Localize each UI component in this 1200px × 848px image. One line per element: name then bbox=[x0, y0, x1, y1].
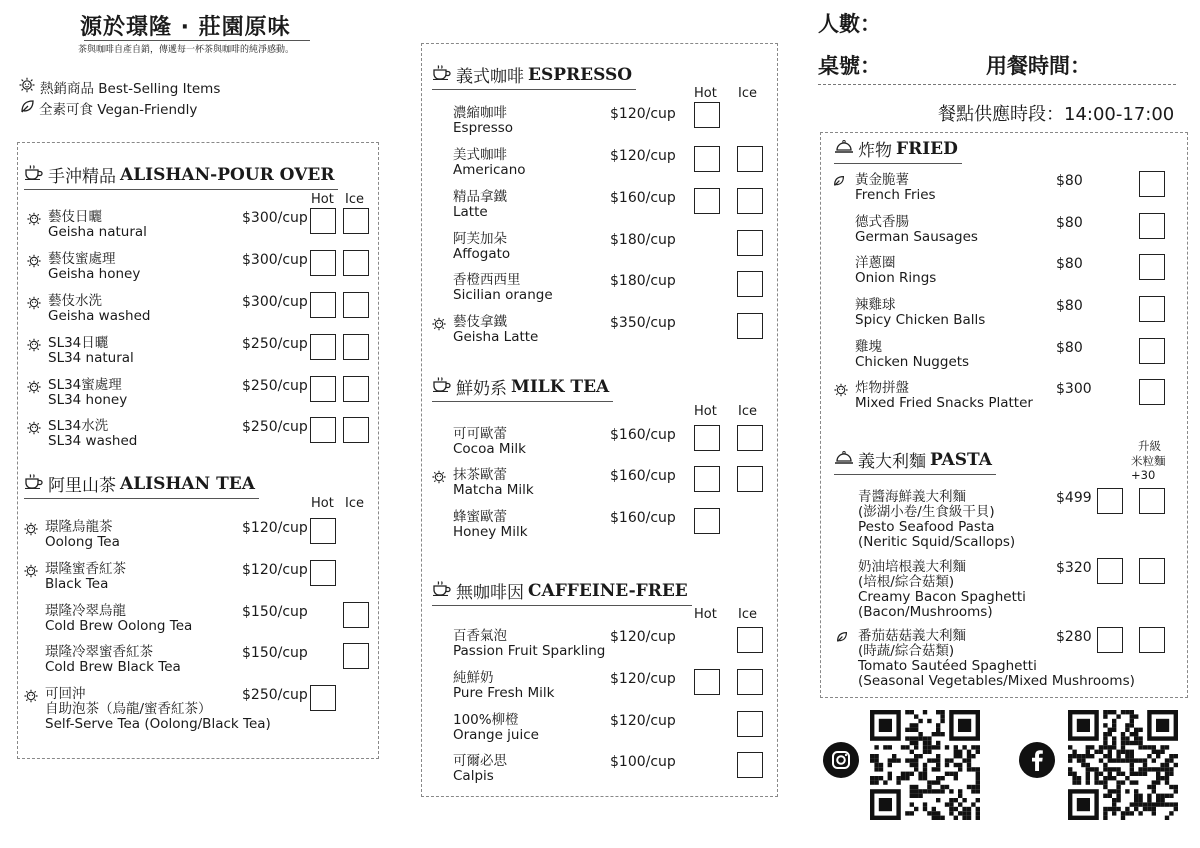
column-header-ice: Ice bbox=[738, 86, 757, 101]
menu-item-pasta bbox=[858, 629, 1135, 689]
hot-checkbox[interactable] bbox=[310, 518, 336, 544]
menu-item-text: 可回沖 bbox=[45, 686, 86, 702]
menu-item-text: (培根/綜合菇類) bbox=[858, 574, 955, 590]
ice-checkbox[interactable] bbox=[737, 230, 763, 256]
facebook-icon[interactable] bbox=[1019, 742, 1055, 778]
menu-item-price: $160/cup bbox=[610, 510, 676, 526]
menu-item-price: $120/cup bbox=[242, 562, 308, 578]
menu-item-text: Oolong Tea bbox=[45, 534, 120, 550]
sun-face-icon bbox=[18, 77, 36, 97]
sun-face-icon bbox=[833, 383, 849, 400]
ice-checkbox[interactable] bbox=[1139, 558, 1165, 584]
menu-item-price: $160/cup bbox=[610, 468, 676, 484]
ice-checkbox[interactable] bbox=[1139, 296, 1165, 322]
menu-item-text: Black Tea bbox=[45, 576, 109, 592]
menu-item-text: Tomato Sautéed Spaghetti bbox=[858, 658, 1037, 674]
sun-face-icon bbox=[26, 212, 42, 229]
ice-checkbox[interactable] bbox=[1139, 213, 1165, 239]
menu-item-text: Espresso bbox=[453, 120, 514, 136]
hot-checkbox[interactable] bbox=[1097, 627, 1123, 653]
section-title-en: FRIED bbox=[896, 138, 958, 159]
sun-face-icon bbox=[23, 689, 39, 706]
column-header-ice: Ice bbox=[738, 404, 757, 419]
menu-item-price: $160/cup bbox=[610, 427, 676, 443]
column-header-hot: Hot bbox=[311, 496, 334, 511]
column-header-hot: Hot bbox=[694, 607, 717, 622]
ice-checkbox[interactable] bbox=[737, 466, 763, 492]
hot-checkbox[interactable] bbox=[694, 102, 720, 128]
dining-time-label: 用餐時間： bbox=[986, 54, 1091, 78]
menu-item-tea bbox=[45, 687, 271, 732]
menu-item-price: $300 bbox=[1056, 381, 1092, 397]
menu-item-fried bbox=[855, 381, 1033, 411]
menu-item-text: Pure Fresh Milk bbox=[453, 685, 555, 701]
menu-item-pasta bbox=[858, 560, 1026, 620]
menu-item-text: Geisha honey bbox=[48, 266, 141, 282]
menu-item-fried bbox=[855, 215, 978, 245]
sun-face-icon bbox=[26, 421, 42, 438]
section-title-zh: 無咖啡因 bbox=[456, 583, 524, 603]
ice-checkbox[interactable] bbox=[1139, 171, 1165, 197]
divider bbox=[84, 40, 310, 41]
legend-vegan-label: 全素可食 Vegan-Friendly bbox=[39, 102, 198, 118]
menu-item-milktea bbox=[453, 427, 526, 457]
menu-item-espresso bbox=[453, 106, 513, 136]
menu-item-price: $300/cup bbox=[242, 294, 308, 310]
section-title-en: MILK TEA bbox=[511, 376, 610, 397]
column-header-ice: Ice bbox=[738, 607, 757, 622]
ice-checkbox[interactable] bbox=[1139, 627, 1165, 653]
qr-code-facebook[interactable] bbox=[1068, 710, 1178, 820]
ice-checkbox[interactable] bbox=[737, 711, 763, 737]
ice-checkbox[interactable] bbox=[737, 313, 763, 339]
menu-item-pourover bbox=[48, 419, 137, 449]
menu-item-text: Affogato bbox=[453, 246, 511, 262]
ice-checkbox[interactable] bbox=[737, 627, 763, 653]
menu-item-text: Creamy Bacon Spaghetti bbox=[858, 589, 1026, 605]
column-header-hot: Hot bbox=[694, 86, 717, 101]
menu-item-text: 洋蔥圈 bbox=[855, 255, 896, 271]
menu-item-text: 番茄菇菇義大利麵 bbox=[858, 628, 966, 644]
section-title-en: ALISHAN-POUR OVER bbox=[120, 164, 335, 185]
upgrade-rice-noodle-label: 升級 bbox=[1138, 439, 1161, 453]
menu-item-tea bbox=[45, 562, 126, 592]
column-header-hot: Hot bbox=[311, 192, 334, 207]
menu-item-price: $250/cup bbox=[242, 378, 308, 394]
hot-checkbox[interactable] bbox=[310, 560, 336, 586]
leaf-icon bbox=[20, 99, 35, 118]
menu-item-text: 美式咖啡 bbox=[453, 147, 507, 163]
menu-item-price: $120/cup bbox=[610, 629, 676, 645]
menu-item-price: $120/cup bbox=[610, 713, 676, 729]
menu-item-text: Sicilian orange bbox=[453, 287, 553, 303]
menu-item-pourover bbox=[48, 252, 140, 282]
menu-item-text: 德式香腸 bbox=[855, 214, 909, 230]
menu-item-text: 炸物拼盤 bbox=[855, 380, 909, 396]
menu-item-text: 璟隆冷翠蜜香紅茶 bbox=[45, 644, 153, 660]
upgrade-rice-noodle-label: 米粒麵 bbox=[1131, 454, 1166, 468]
divider bbox=[818, 84, 1176, 85]
column-header-hot: Hot bbox=[694, 404, 717, 419]
menu-item-text: SL34蜜處理 bbox=[48, 377, 122, 393]
menu-item-fried bbox=[855, 298, 985, 328]
upgrade-rice-noodle-label: +30 bbox=[1131, 468, 1156, 482]
table-number-label: 桌號： bbox=[818, 54, 881, 78]
ice-checkbox[interactable] bbox=[343, 376, 369, 402]
menu-item-fried bbox=[855, 173, 936, 203]
menu-item-pasta bbox=[858, 490, 1015, 550]
menu-item-espresso bbox=[453, 315, 538, 345]
ice-checkbox[interactable] bbox=[1139, 379, 1165, 405]
menu-item-caffeinefree bbox=[453, 754, 507, 784]
menu-item-text: Pesto Seafood Pasta bbox=[858, 519, 995, 535]
menu-item-price: $300/cup bbox=[242, 210, 308, 226]
section-title-en: CAFFEINE-FREE bbox=[528, 580, 688, 601]
menu-item-price: $120/cup bbox=[610, 671, 676, 687]
menu-item-text: 青醬海鮮義大利麵 bbox=[858, 489, 966, 505]
menu-item-text: 雞塊 bbox=[855, 339, 882, 355]
menu-item-caffeinefree bbox=[453, 671, 555, 701]
legend-best-label: 熱銷商品 Best-Selling Items bbox=[40, 81, 221, 97]
menu-item-price: $300/cup bbox=[242, 252, 308, 268]
menu-item-text: SL34日曬 bbox=[48, 335, 109, 351]
ice-checkbox[interactable] bbox=[343, 334, 369, 360]
menu-item-text: Chicken Nuggets bbox=[855, 354, 970, 370]
menu-item-text: Self-Serve Tea (Oolong/Black Tea) bbox=[45, 716, 271, 732]
hot-checkbox[interactable] bbox=[310, 208, 336, 234]
section-title-en: PASTA bbox=[930, 449, 992, 470]
menu-item-price: $180/cup bbox=[610, 273, 676, 289]
menu-item-text: Spicy Chicken Balls bbox=[855, 312, 986, 328]
sun-face-icon bbox=[431, 470, 447, 487]
menu-item-pourover bbox=[48, 294, 150, 324]
menu-item-price: $250/cup bbox=[242, 336, 308, 352]
menu-item-espresso bbox=[453, 232, 510, 262]
menu-item-text: Onion Rings bbox=[855, 270, 937, 286]
ice-checkbox[interactable] bbox=[737, 425, 763, 451]
menu-item-text: Geisha Latte bbox=[453, 329, 539, 345]
menu-item-price: $280 bbox=[1056, 629, 1092, 645]
menu-item-text: SL34 honey bbox=[48, 392, 128, 408]
sun-face-icon bbox=[26, 296, 42, 313]
menu-item-price: $250/cup bbox=[242, 687, 308, 703]
menu-item-fried bbox=[855, 340, 969, 370]
menu-item-text: 精品拿鐵 bbox=[453, 189, 507, 205]
sun-face-icon bbox=[23, 564, 39, 581]
menu-item-espresso bbox=[453, 273, 553, 303]
menu-item-text: (澎湖小卷/生食級干貝) bbox=[858, 504, 995, 520]
menu-item-text: SL34 natural bbox=[48, 350, 134, 366]
menu-item-text: (Bacon/Mushrooms) bbox=[858, 604, 993, 620]
page-title: 源於璟隆 · 莊園原味 bbox=[80, 15, 291, 40]
menu-item-text: 奶油培根義大利麵 bbox=[858, 559, 966, 575]
menu-item-text: 蜂蜜歐蕾 bbox=[453, 509, 507, 525]
menu-item-price: $150/cup bbox=[242, 604, 308, 620]
menu-item-pourover bbox=[48, 378, 127, 408]
hot-checkbox[interactable] bbox=[694, 188, 720, 214]
section-title-caffeinefree bbox=[432, 578, 692, 606]
menu-item-milktea bbox=[453, 468, 534, 498]
menu-item-price: $100/cup bbox=[610, 754, 676, 770]
section-title-zh: 炸物 bbox=[858, 141, 892, 161]
instagram-icon[interactable] bbox=[823, 742, 859, 778]
hot-checkbox[interactable] bbox=[310, 376, 336, 402]
menu-item-text: Mixed Fried Snacks Platter bbox=[855, 395, 1033, 411]
menu-item-pourover bbox=[48, 210, 147, 240]
menu-item-text: (時蔬/綜合菇類) bbox=[858, 643, 955, 659]
coffee-cup-icon bbox=[432, 64, 452, 85]
legend-best-selling bbox=[18, 77, 220, 97]
ice-checkbox[interactable] bbox=[1139, 338, 1165, 364]
menu-item-milktea bbox=[453, 510, 528, 540]
menu-item-text: 阿芙加朵 bbox=[453, 231, 507, 247]
coffee-cup-icon bbox=[432, 376, 452, 397]
section-title-zh: 阿里山茶 bbox=[48, 476, 116, 496]
menu-item-text: 百香氣泡 bbox=[453, 628, 507, 644]
ice-checkbox[interactable] bbox=[343, 292, 369, 318]
column-header-ice: Ice bbox=[345, 192, 364, 207]
hot-checkbox[interactable] bbox=[310, 334, 336, 360]
menu-item-price: $80 bbox=[1056, 215, 1083, 231]
ice-checkbox[interactable] bbox=[737, 146, 763, 172]
menu-item-price: $80 bbox=[1056, 256, 1083, 272]
menu-item-price: $120/cup bbox=[242, 520, 308, 536]
menu-item-price: $320 bbox=[1056, 560, 1092, 576]
menu-item-text: German Sausages bbox=[855, 229, 978, 245]
menu-item-price: $80 bbox=[1056, 298, 1083, 314]
column-header-ice: Ice bbox=[345, 496, 364, 511]
menu-item-text: 璟隆冷翠烏龍 bbox=[45, 603, 126, 619]
menu-item-text: 香橙西西里 bbox=[453, 272, 521, 288]
menu-item-text: 純鮮奶 bbox=[453, 670, 494, 686]
ice-checkbox[interactable] bbox=[343, 643, 369, 669]
hot-checkbox[interactable] bbox=[310, 250, 336, 276]
menu-item-price: $250/cup bbox=[242, 419, 308, 435]
menu-item-text: 璟隆蜜香紅茶 bbox=[45, 561, 126, 577]
sun-face-icon bbox=[26, 380, 42, 397]
coffee-cup-icon bbox=[24, 473, 44, 494]
menu-item-espresso bbox=[453, 148, 526, 178]
menu-item-price: $120/cup bbox=[610, 148, 676, 164]
menu-item-text: Honey Milk bbox=[453, 524, 528, 540]
legend-vegan bbox=[20, 98, 197, 118]
ice-checkbox[interactable] bbox=[1139, 254, 1165, 280]
cloche-icon bbox=[834, 449, 854, 470]
menu-item-text: Calpis bbox=[453, 768, 494, 784]
ice-checkbox[interactable] bbox=[737, 271, 763, 297]
coffee-cup-icon bbox=[432, 580, 452, 601]
hot-checkbox[interactable] bbox=[310, 292, 336, 318]
sun-face-icon bbox=[26, 254, 42, 271]
menu-item-text: Cold Brew Oolong Tea bbox=[45, 618, 193, 634]
menu-item-text: Geisha washed bbox=[48, 308, 151, 324]
menu-item-text: 辣雞球 bbox=[855, 297, 896, 313]
menu-item-text: 藝伎蜜處理 bbox=[48, 251, 116, 267]
menu-item-price: $499 bbox=[1056, 490, 1092, 506]
hot-checkbox[interactable] bbox=[694, 146, 720, 172]
menu-item-text: Matcha Milk bbox=[453, 482, 534, 498]
menu-item-fried bbox=[855, 256, 936, 286]
hot-checkbox[interactable] bbox=[694, 425, 720, 451]
ice-checkbox[interactable] bbox=[343, 417, 369, 443]
sun-face-icon bbox=[23, 522, 39, 539]
ice-checkbox[interactable] bbox=[343, 250, 369, 276]
menu-item-text: 璟隆烏龍茶 bbox=[45, 519, 113, 535]
section-title-zh: 義式咖啡 bbox=[456, 67, 524, 87]
menu-item-caffeinefree bbox=[453, 713, 539, 743]
people-count-label: 人數： bbox=[818, 12, 881, 36]
section-title-pasta bbox=[834, 447, 996, 475]
hot-checkbox[interactable] bbox=[310, 685, 336, 711]
ice-checkbox[interactable] bbox=[737, 752, 763, 778]
service-hours: 餐點供應時段：14:00-17:00 bbox=[938, 104, 1175, 125]
menu-item-text: (Neritic Squid/Scallops) bbox=[858, 534, 1016, 550]
hot-checkbox[interactable] bbox=[694, 508, 720, 534]
section-title-espresso bbox=[432, 62, 636, 90]
menu-item-text: Orange juice bbox=[453, 727, 539, 743]
menu-item-text: Latte bbox=[453, 204, 488, 220]
menu-item-text: 藝伎水洗 bbox=[48, 293, 102, 309]
hot-checkbox[interactable] bbox=[694, 669, 720, 695]
menu-item-price: $350/cup bbox=[610, 315, 676, 331]
menu-item-text: 藝伎拿鐵 bbox=[453, 314, 507, 330]
coffee-cup-icon bbox=[24, 164, 44, 185]
menu-item-text: Cocoa Milk bbox=[453, 441, 526, 457]
menu-item-text: 抹茶歐蕾 bbox=[453, 467, 507, 483]
section-title-en: ESPRESSO bbox=[528, 64, 633, 85]
ice-checkbox[interactable] bbox=[737, 188, 763, 214]
hot-checkbox[interactable] bbox=[1097, 558, 1123, 584]
page-subtitle: 茶與咖啡自產自銷，傳遞每一杯茶與咖啡的純淨感動。 bbox=[78, 45, 295, 55]
menu-item-tea bbox=[45, 604, 192, 634]
section-title-en: ALISHAN TEA bbox=[120, 473, 255, 494]
ice-checkbox[interactable] bbox=[1139, 488, 1165, 514]
section-title-pourover bbox=[24, 162, 338, 190]
menu-item-text: 可可歐蕾 bbox=[453, 426, 507, 442]
menu-item-text: Cold Brew Black Tea bbox=[45, 659, 181, 675]
menu-item-price: $80 bbox=[1056, 173, 1083, 189]
menu-item-espresso bbox=[453, 190, 507, 220]
menu-item-text: 自助泡茶（烏龍/蜜香紅茶） bbox=[45, 701, 212, 717]
section-title-milktea bbox=[432, 374, 613, 402]
menu-item-text: French Fries bbox=[855, 187, 936, 203]
hot-checkbox[interactable] bbox=[1097, 488, 1123, 514]
section-title-zh: 義大利麵 bbox=[858, 452, 926, 472]
menu-item-text: SL34 washed bbox=[48, 433, 138, 449]
section-title-tea bbox=[24, 471, 259, 499]
leaf-icon bbox=[836, 631, 848, 646]
menu-item-text: Passion Fruit Sparkling bbox=[453, 643, 606, 659]
sun-face-icon bbox=[26, 338, 42, 355]
menu-item-price: $180/cup bbox=[610, 232, 676, 248]
leaf-icon bbox=[833, 175, 845, 190]
qr-code-instagram[interactable] bbox=[870, 710, 980, 820]
menu-item-text: (Seasonal Vegetables/Mixed Mushrooms) bbox=[858, 673, 1135, 689]
ice-checkbox[interactable] bbox=[343, 602, 369, 628]
menu-item-caffeinefree bbox=[453, 629, 605, 659]
menu-item-tea bbox=[45, 520, 120, 550]
menu-item-tea bbox=[45, 645, 181, 675]
section-title-fried bbox=[834, 136, 962, 164]
ice-checkbox[interactable] bbox=[737, 669, 763, 695]
menu-item-text: SL34水洗 bbox=[48, 418, 109, 434]
menu-item-pourover bbox=[48, 336, 134, 366]
menu-item-price: $120/cup bbox=[610, 106, 676, 122]
section-title-zh: 鮮奶系 bbox=[456, 379, 507, 399]
cloche-icon bbox=[834, 138, 854, 159]
menu-item-text: 濃縮咖啡 bbox=[453, 105, 507, 121]
hot-checkbox[interactable] bbox=[694, 466, 720, 492]
menu-item-text: 100%柳橙 bbox=[453, 712, 519, 728]
menu-item-text: 黃金脆薯 bbox=[855, 172, 909, 188]
hot-checkbox[interactable] bbox=[310, 417, 336, 443]
menu-item-text: 可爾必思 bbox=[453, 753, 507, 769]
menu-item-text: Americano bbox=[453, 162, 526, 178]
ice-checkbox[interactable] bbox=[343, 208, 369, 234]
sun-face-icon bbox=[431, 317, 447, 334]
menu-item-price: $160/cup bbox=[610, 190, 676, 206]
menu-item-text: 藝伎日曬 bbox=[48, 209, 102, 225]
menu-item-price: $80 bbox=[1056, 340, 1083, 356]
menu-item-price: $150/cup bbox=[242, 645, 308, 661]
section-title-zh: 手沖精品 bbox=[48, 167, 116, 187]
menu-item-text: Geisha natural bbox=[48, 224, 147, 240]
